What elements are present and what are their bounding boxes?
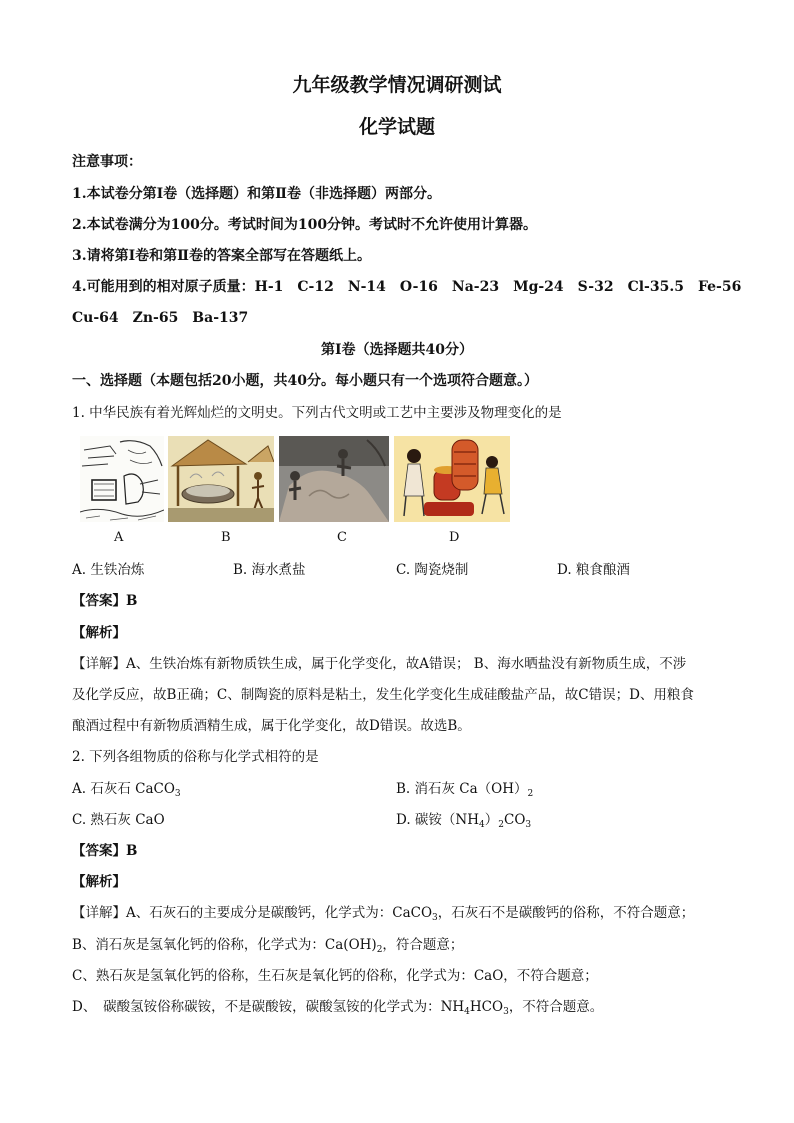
notice-item-5: Cu-64 Zn-65 Ba-137 <box>72 310 249 326</box>
q1-detail-line-3: 酿酒过程中有新物质酒精生成，属于化学变化，故D错误。故选B。 <box>72 718 471 734</box>
notice-item-3: 3.请将第Ⅰ卷和第Ⅱ卷的答案全部写在答题纸上。 <box>72 248 371 264</box>
q1-option-d: D. 粮食酿酒 <box>557 562 630 578</box>
q1-stem: 1. 中华民族有着光辉灿烂的文明史。下列古代文明或工艺中主要涉及物理变化的是 <box>72 405 562 421</box>
q1-option-c: C. 陶瓷烧制 <box>396 562 469 578</box>
q2-option-d: D. 碳铵$(NH_4)_2CO_3$ <box>396 812 532 830</box>
part-title: 第Ⅰ卷（选择题共40分） <box>320 342 474 358</box>
notice-item-1: 1.本试卷分第Ⅰ卷（选择题）和第Ⅱ卷（非选择题）两部分。 <box>72 186 441 202</box>
exam-title: 九年级教学情况调研测试 <box>292 74 502 96</box>
q2-answer: 【答案】B <box>72 843 138 859</box>
notice-item-4: 4.可能用到的相对原子质量：H-1 C-12 N-14 O-16 Na-23 Mg-24 S-32 Cl-35.5 Fe-56 <box>72 279 742 295</box>
q1-option-b: B. 海水煮盐 <box>233 562 306 578</box>
q2-detail-line-4: D、 碳酸氢铵俗称碳铵，不是碳酸铵，碳酸氢铵的化学式为：$NH_4HCO_3$，不符合题意。 <box>72 999 604 1017</box>
q2-stem: 2. 下列各组物质的俗称与化学式相符的是 <box>72 749 319 765</box>
iron-smelting-image <box>80 436 164 522</box>
notice-heading: 注意事项： <box>72 154 142 170</box>
q2-detail-line-2: B、消石灰是氢氧化钙的俗称，化学式为：$Ca(OH)_2$，符合题意； <box>72 937 464 955</box>
q2-option-b: B. 消石灰 $Ca(OH)_2$ <box>396 781 534 799</box>
section-heading: 一、选择题（本题包括20小题，共40分。每小题只有一个选项符合题意。） <box>72 373 538 389</box>
q1-image-label-c: C <box>337 530 347 545</box>
exam-subtitle: 化学试题 <box>358 116 435 138</box>
q2-option-a: A. 石灰石 CaCO$_3$ <box>72 781 181 799</box>
pottery-firing-image <box>279 436 389 522</box>
q1-detail-line-1: 【详解】A、生铁冶炼有新物质铁生成，属于化学变化，故A错误； B、海水晒盐没有新物质生成，不涉 <box>72 656 687 672</box>
q1-image-label-b: B <box>221 530 231 545</box>
q2-option-c: C. 熟石灰 CaO <box>72 812 165 828</box>
q1-image-label-a: A <box>114 530 124 545</box>
notice-item-2: 2.本试卷满分为100分。考试时间为100分钟。考试时不允许使用计算器。 <box>72 217 538 233</box>
q2-detail-line-3: C、熟石灰是氢氧化钙的俗称，生石灰是氧化钙的俗称，化学式为：CaO，不符合题意； <box>72 968 598 984</box>
q1-answer: 【答案】B <box>72 593 138 609</box>
q2-analysis-label: 【解析】 <box>72 874 126 890</box>
q1-option-a: A. 生铁冶炼 <box>72 562 145 578</box>
q1-analysis-label: 【解析】 <box>72 625 126 641</box>
q1-detail-line-2: 及化学反应，故B正确；C、制陶瓷的原料是粘土，发生化学变化生成硅酸盐产品，故C错误；D、用粮食 <box>72 687 694 703</box>
salt-boiling-image <box>168 436 274 522</box>
q1-image-label-d: D <box>449 530 460 545</box>
wine-brewing-image <box>394 436 510 522</box>
q2-detail-line-1: 【详解】A、石灰石的主要成分是碳酸钙，化学式为：CaCO$_3$，石灰石不是碳酸钙的俗称，不符合题意； <box>72 905 695 923</box>
